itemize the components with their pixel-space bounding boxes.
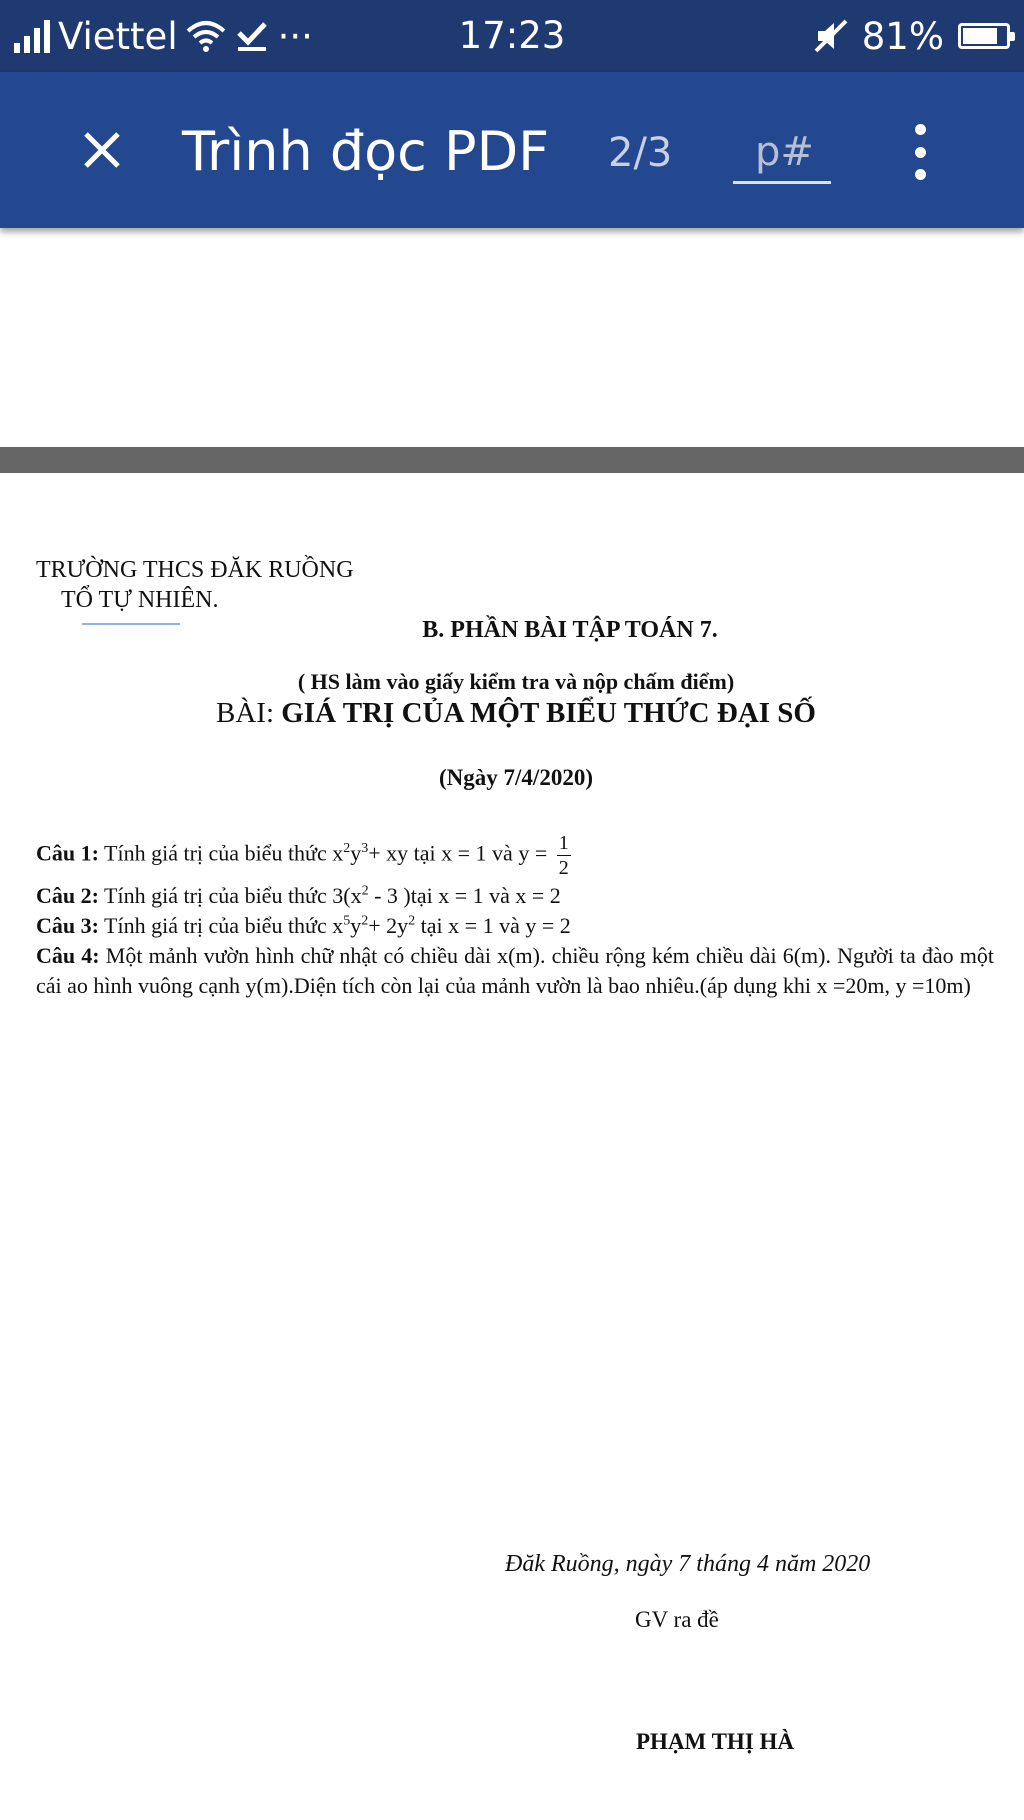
clock: 17:23 <box>458 14 566 57</box>
question-4: Câu 4: Một mảnh vườn hình chữ nhật có chiều dài x(m). chiều rộng kém chiều dài 6(m). Người ta đào một cái ao hình vuông cạnh y(m).Diện tích còn lại của mảnh vườn là bao nhiêu.(áp dụng khi x =20m, y =10m) <box>36 943 995 998</box>
part-title: B. PHẦN BÀI TẬP TOÁN 7. <box>422 617 718 643</box>
lesson-title <box>0 697 1024 730</box>
status-right <box>814 12 1010 60</box>
battery-icon <box>958 23 1010 49</box>
question-3: Câu 3: Tính giá trị của biểu thức $x^5y^2+ 2y^2$ tại x = 1 và y = 2 <box>36 913 571 938</box>
page-separator <box>0 447 1024 473</box>
teacher-name: PHẠM THỊ HÀ <box>636 1729 795 1754</box>
question-1: Câu 1: Tính giá trị của biểu thức $x^2y^3+$ xy tại x = 1 và y = $\frac{1}{2}$ <box>36 832 569 879</box>
fraction: $\frac{1}{2}$ <box>558 832 569 879</box>
lesson-date: (Ngày 7/4/2020) <box>439 765 593 790</box>
page-indicator: 2/3 <box>608 130 673 176</box>
school-name: TRƯỜNG THCS ĐĂK RUỒNG <box>36 557 354 583</box>
app-title: Trình đọc PDF <box>182 120 550 183</box>
teacher-label: GV ra đề <box>635 1607 719 1632</box>
pdf-page[interactable] <box>0 473 1024 1820</box>
place-and-date: Đăk Ruồng, ngày 7 tháng 4 năm 2020 <box>505 1551 871 1577</box>
lesson-prefix: BÀI: <box>216 697 282 729</box>
close-icon[interactable] <box>70 118 134 182</box>
more-options-icon[interactable] <box>903 124 937 180</box>
carrier-name: Viettel <box>58 14 178 58</box>
battery-percent: 81% <box>861 14 944 58</box>
mute-icon <box>814 19 848 53</box>
instruction-note: ( HS làm vào giấy kiểm tra và nộp chấm điểm) <box>297 669 735 694</box>
more-notifications-icon: ··· <box>277 14 313 58</box>
lesson-title-text: GIÁ TRỊ CỦA MỘT BIỂU THỨC ĐẠI SỐ <box>281 697 816 729</box>
question-2: Câu 2: Tính giá trị của biểu thức $3(x^2 - 3$ )tại x = 1 và x = 2 <box>36 883 561 908</box>
status-bar <box>0 0 1024 72</box>
department-name: TỔ TỰ NHIÊN. <box>61 587 219 613</box>
page-number-input[interactable] <box>733 122 831 184</box>
app-bar <box>0 72 1024 228</box>
